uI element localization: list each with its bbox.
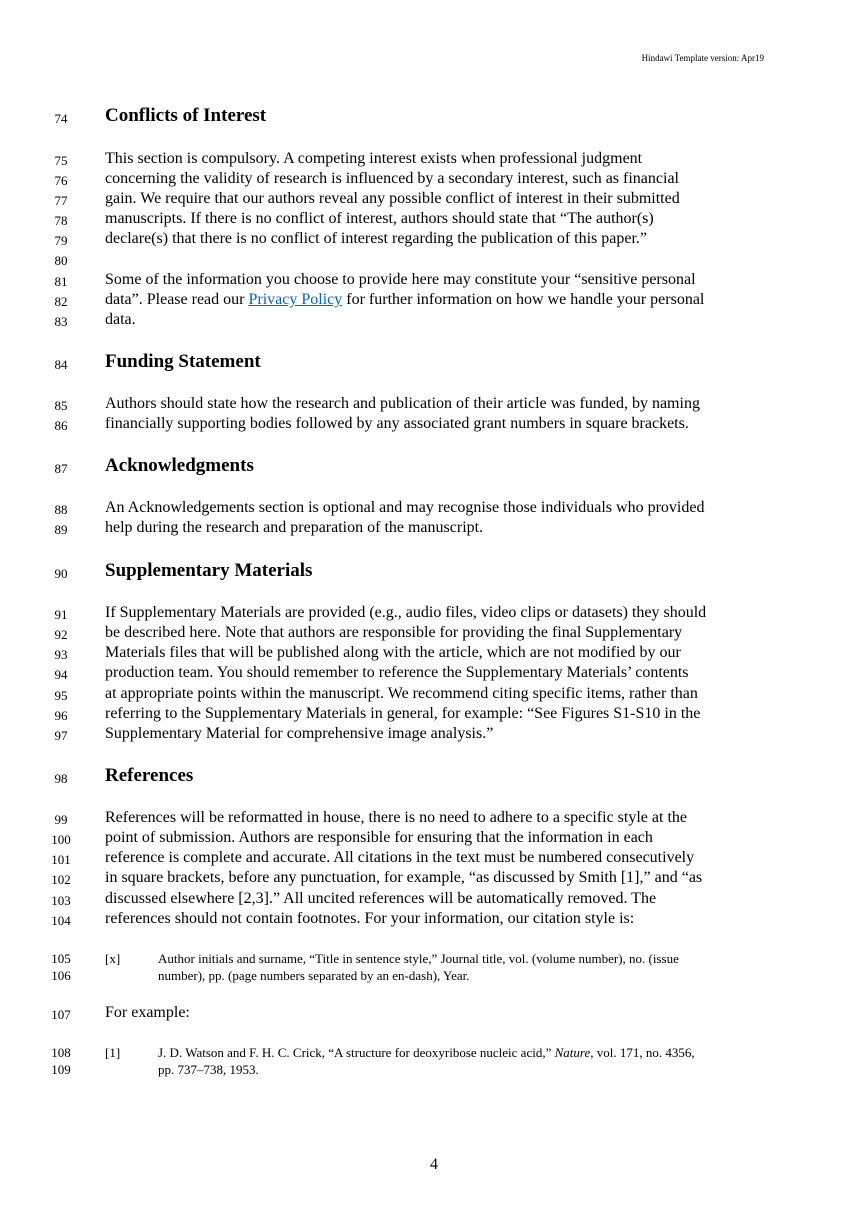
body-line: financially supporting bodies followed by any associated grant numbers in square brackets. (105, 415, 689, 432)
section-heading-supplementary: Supplementary Materials (105, 560, 313, 581)
body-line: Materials files that will be published along with the article, which are not modified by our (105, 644, 681, 661)
body-line: Supplementary Material for comprehensive image analysis.” (105, 725, 494, 742)
body-line: point of submission. Authors are responsible for ensuring that the information in each (105, 829, 653, 846)
line-number: 95 (54, 688, 68, 703)
line-number: 107 (51, 1007, 71, 1022)
body-line: references should not contain footnotes. For your information, our citation style is: (105, 910, 635, 927)
line-number: 87 (54, 461, 68, 476)
body-line: manuscripts. If there is no conflict of interest, authors should state that “The author(s) (105, 210, 654, 227)
citation-style-tag: [x] (105, 951, 121, 966)
body-line: Authors should state how the research and publication of their article was funded, by naming (105, 395, 700, 412)
body-line: at appropriate points within the manuscript. We recommend citing specific items, rather than (105, 685, 698, 702)
privacy-line (105, 290, 704, 310)
line-number: 109 (51, 1062, 71, 1077)
line-number: 108 (51, 1045, 71, 1060)
line-number: 91 (54, 607, 68, 622)
line-number: 94 (54, 667, 68, 682)
line-number: 89 (54, 522, 68, 537)
body-line: data. (105, 311, 136, 328)
body-line: declare(s) that there is no conflict of interest regarding the publication of this paper.” (105, 230, 648, 247)
page-number: 4 (430, 1156, 438, 1173)
line-number: 105 (51, 951, 71, 966)
template-version-header: Hindawi Template version: Apr19 (641, 53, 764, 63)
reference-entry (158, 1045, 695, 1061)
citation-style-line: Author initials and surname, “Title in sentence style,” Journal title, vol. (volume number), no. (issue (158, 951, 679, 966)
body-line: This section is compulsory. A competing interest exists when professional judgment (105, 150, 643, 167)
body-line: If Supplementary Materials are provided (e.g., audio files, video clips or datasets) they should (105, 604, 707, 621)
line-number: 103 (51, 893, 71, 908)
line-number: 84 (54, 357, 68, 372)
reference-text: J. D. Watson and F. H. C. Crick, “A structure for deoxyribose nucleic acid,” (158, 1045, 555, 1060)
line-number: 79 (54, 233, 68, 248)
body-line: References will be reformatted in house, there is no need to adhere to a specific style at the (105, 809, 687, 826)
line-number: 96 (54, 708, 68, 723)
line-number: 80 (54, 253, 68, 268)
section-heading-acknowledgments: Acknowledgments (105, 455, 254, 476)
line-number: 77 (54, 193, 68, 208)
line-number: 76 (54, 173, 68, 188)
line-number: 83 (54, 314, 68, 329)
reference-text: , vol. 171, no. 4356, (590, 1045, 695, 1060)
line-number: 86 (54, 418, 68, 433)
line-number: 93 (54, 647, 68, 662)
line-number: 74 (54, 111, 68, 126)
body-line: concerning the validity of research is influenced by a secondary interest, such as financial (105, 170, 679, 187)
reference-entry: pp. 737–738, 1953. (158, 1062, 259, 1077)
body-line: be described here. Note that authors are responsible for providing the final Supplementary (105, 624, 683, 641)
body-line: discussed elsewhere [2,3].” All uncited references will be automatically removed. The (105, 890, 657, 907)
example-label: For example: (105, 1004, 190, 1021)
citation-style-line: number), pp. (page numbers separated by an en-dash), Year. (158, 968, 470, 983)
line-number: 102 (51, 872, 71, 887)
reference-tag: [1] (105, 1045, 121, 1060)
line-number: 82 (54, 294, 68, 309)
line-number: 85 (54, 398, 68, 413)
body-line: in square brackets, before any punctuation, for example, “as discussed by Smith [1],” and “as (105, 869, 703, 886)
line-number: 81 (54, 274, 68, 289)
journal-name: Nature (554, 1045, 591, 1060)
line-number: 104 (51, 913, 71, 928)
body-line: production team. You should remember to reference the Supplementary Materials’ contents (105, 664, 689, 681)
body-line: Some of the information you choose to provide here may constitute your “sensitive personal (105, 271, 696, 288)
line-number: 97 (54, 728, 68, 743)
body-text: data”. Please read our (105, 291, 249, 308)
body-line: referring to the Supplementary Materials in general, for example: “See Figures S1-S10 in the (105, 705, 701, 722)
section-heading-conflicts: Conflicts of Interest (105, 105, 267, 126)
line-number: 92 (54, 627, 68, 642)
line-number: 90 (54, 566, 68, 581)
line-number: 98 (54, 771, 68, 786)
privacy-policy-link[interactable]: Privacy Policy (248, 291, 343, 308)
section-heading-funding: Funding Statement (105, 351, 261, 372)
line-number: 88 (54, 502, 68, 517)
section-heading-references: References (105, 765, 194, 786)
body-line: help during the research and preparation of the manuscript. (105, 519, 484, 536)
line-number: 106 (51, 968, 71, 983)
line-number: 99 (54, 812, 68, 827)
line-number: 100 (51, 832, 71, 847)
line-number: 75 (54, 153, 68, 168)
line-number: 101 (51, 852, 71, 867)
body-line: reference is complete and accurate. All citations in the text must be numbered consecutively (105, 849, 695, 866)
line-number: 78 (54, 213, 68, 228)
body-line: An Acknowledgements section is optional and may recognise those individuals who provided (105, 499, 705, 516)
body-text: for further information on how we handle your personal (342, 291, 705, 308)
body-line: gain. We require that our authors reveal any possible conflict of interest in their submitted (105, 190, 680, 207)
